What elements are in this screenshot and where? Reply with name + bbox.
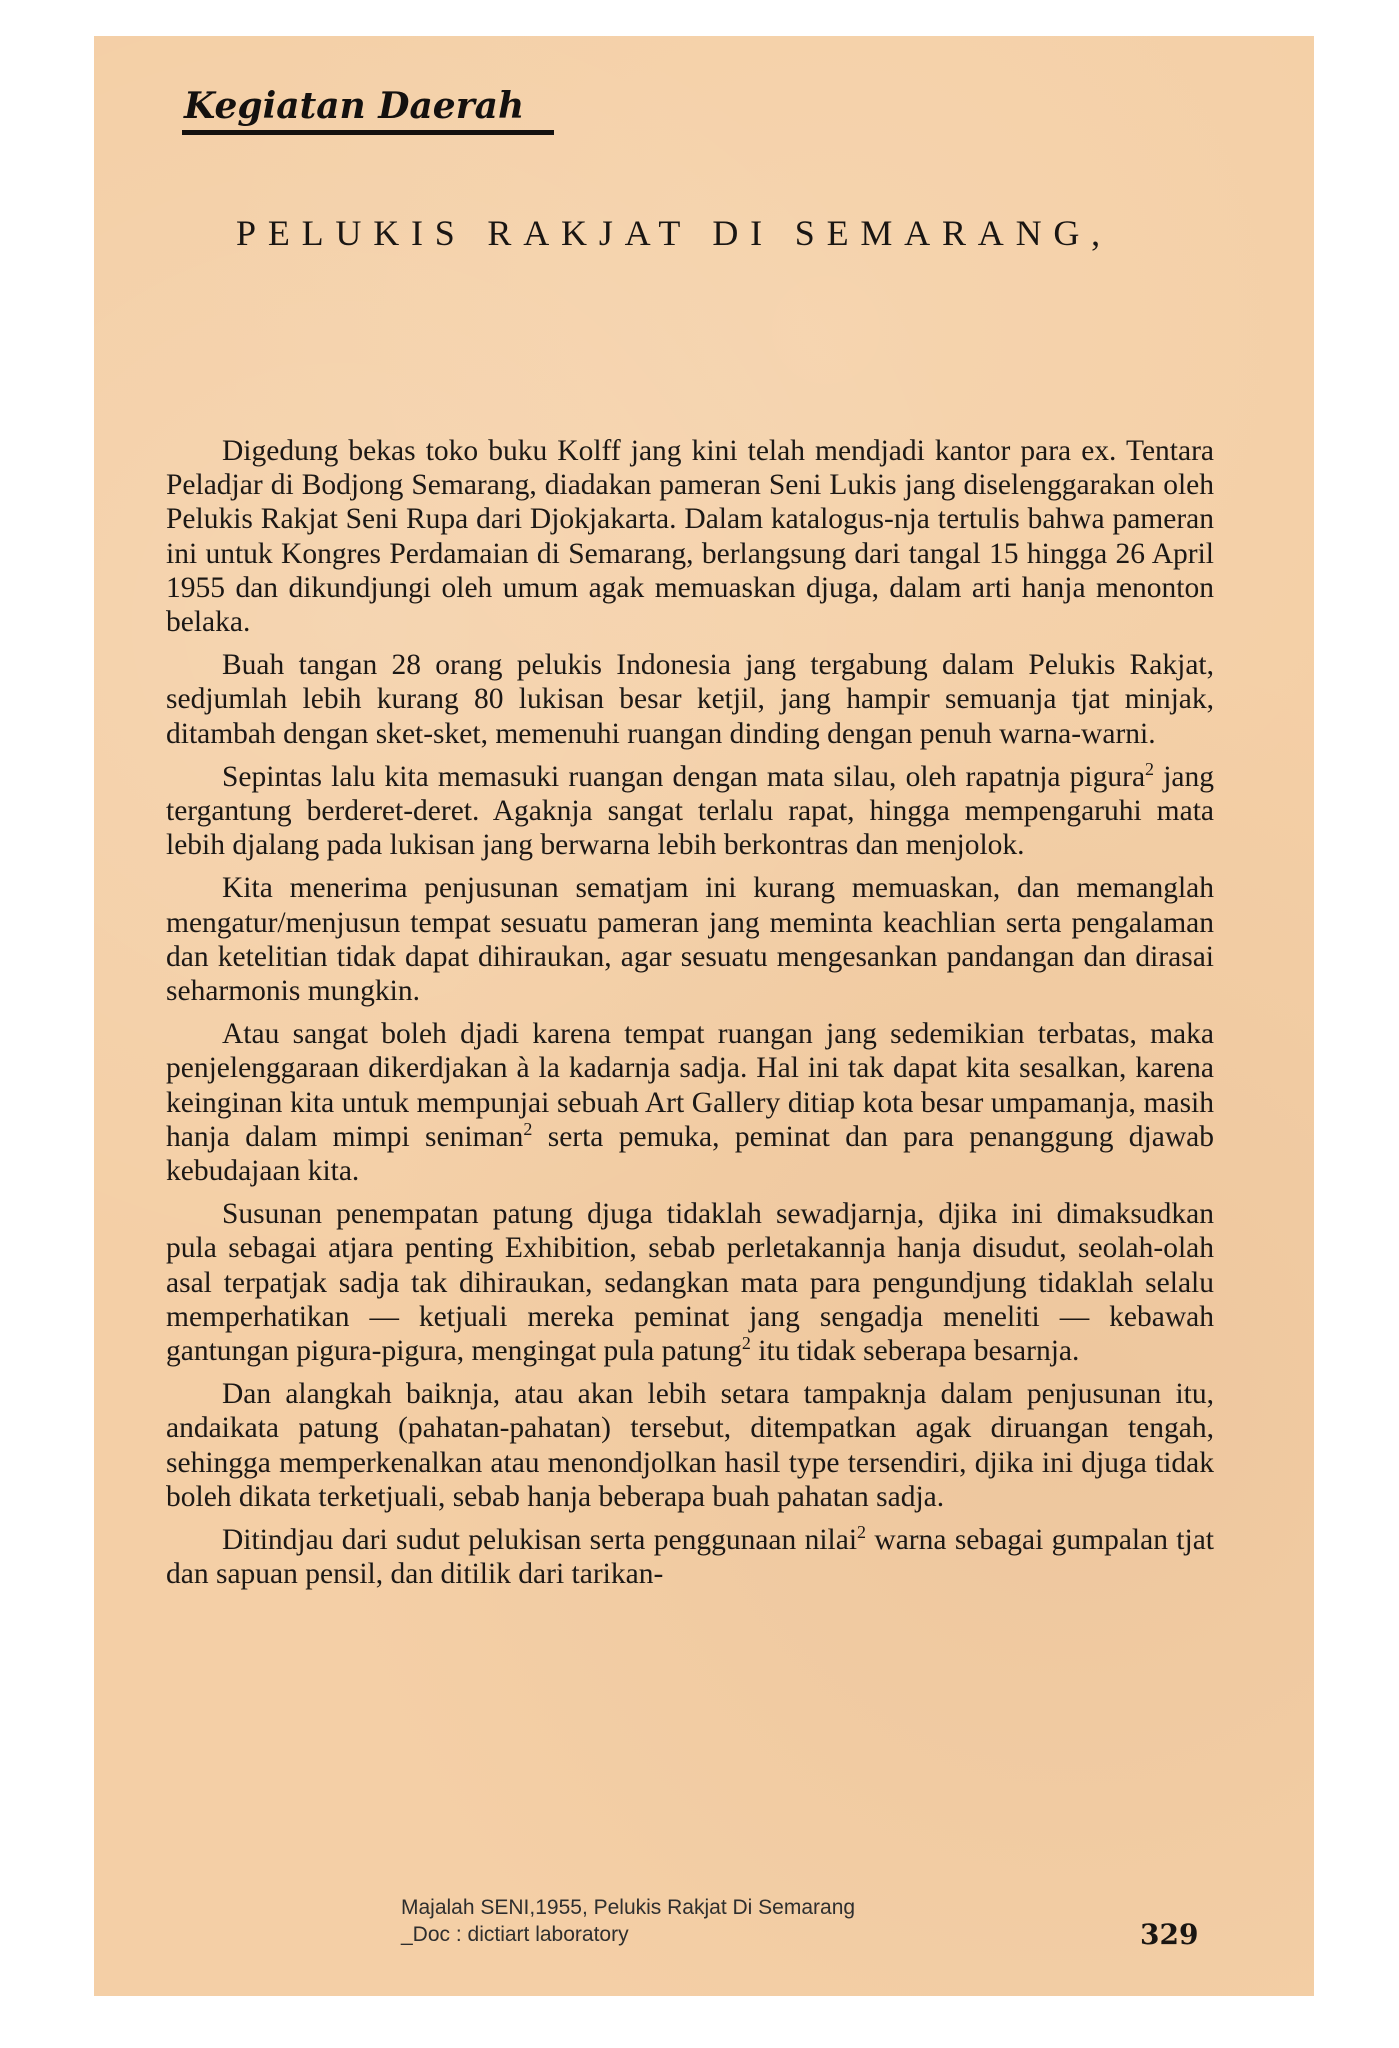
- paragraph-text: Atau sangat boleh djadi karena tempat ruangan jang sedemikian terbatas, maka penjelenggaraan dikerdjakan à la kadarnja sadja. Hal ini tak dapat kita sesalkan, karena keinginan kita untuk mempunjai sebuah Art Gallery ditiap kota besar umpamanja, masih hanja dalam mimpi seniman: [166, 1018, 1214, 1153]
- paragraph-3: [166, 760, 1214, 863]
- paragraph-2: Buah tangan 28 orang pelukis Indonesia jang tergabung dalam Pelukis Rakjat, sedjumlah lebih kurang 80 lukisan besar ketjil, jang hampir semuanja tjat minjak, ditambah dengan sket-sket, memenuhi ruangan dinding dengan penuh warna-warni.: [166, 649, 1214, 750]
- paragraph-text: Susunan penempatan patung djuga tidaklah sewadjarnja, djika ini dimaksudkan pula sebagai atjara penting Exhibition, sebab perletakannja hanja disudut, seolah-olah asal terpatjak sadja tak dihiraukan, sedangkan mata para pengundjung tidaklah selalu memperhatikan — ketjuali mereka peminat jang sengadja meneliti — kebawah gantungan pigura-pigura, mengingat pula patung: [166, 1198, 1214, 1368]
- paragraph-4: Kita menerima penjusunan sematjam ini kurang memuaskan, dan memanglah mengatur/menjusun tempat sesuatu pameran jang meminta keachlian serta pengalaman dan ketelitian tidak dapat dihiraukan, agar sesuatu mengesankan pandangan dan dirasai seharmonis mungkin.: [166, 872, 1214, 1008]
- superscript: 2: [857, 1522, 867, 1543]
- superscript: 2: [1145, 759, 1155, 779]
- magazine-page: [94, 36, 1314, 1996]
- paragraph-6: [166, 1197, 1214, 1368]
- caption-line-source: Majalah SENI,1955, Pelukis Rakjat Di Semarang: [401, 1896, 856, 1919]
- paragraph-5: [166, 1017, 1214, 1188]
- paragraph-text: Ditindjau dari sudut pelukisan serta penggunaan nilai: [222, 1524, 858, 1557]
- paragraph-8: [166, 1523, 1214, 1591]
- section-heading: Kegiatan Daerah: [184, 85, 525, 127]
- paragraph-text: warna sebagai gumpalan tjat dan sapuan pensil, dan ditilik dari tarikan-: [166, 1524, 1214, 1591]
- paragraph-text: Sepintas lalu kita memasuki ruangan dengan mata silau, oleh rapatnja pigura: [222, 760, 1146, 793]
- paragraph-text: itu tidak seberapa besarnja.: [750, 1335, 1080, 1368]
- paragraph-text: serta pemuka, peminat dan para penanggung djawab kebudajaan kita.: [166, 1120, 1214, 1188]
- article-title: PELUKIS RAKJAT DI SEMARANG,: [236, 213, 1112, 253]
- page-number: 329: [1140, 1918, 1199, 1951]
- section-heading-underline: [182, 130, 554, 135]
- paragraph-7: Dan alangkah baiknja, atau akan lebih setara tampaknja dalam penjusunan itu, andaikata patung (pahatan-pahatan) tersebut, ditempatkan agak diruangan tengah, sehingga memperkenalkan atau menondjolkan hasil type tersendiri, djika ini djuga tidak boleh dikata terketjuali, sebab hanja beberapa buah pahatan sadja.: [166, 1378, 1214, 1513]
- paragraph-1: Digedung bekas toko buku Kolff jang kini telah mendjadi kantor para ex. Tentara Peladjar di Bodjong Semarang, diadakan pameran Seni Lukis jang diselenggarakan oleh Pelukis Rakjat Seni Rupa dari Djokjakarta. Dalam katalogus-nja tertulis bahwa pameran ini untuk Kongres Perdamaian di Semarang, berlangsung dari tangal 15 hingga 26 April 1955 dan dikundjungi oleh umum agak memuaskan djuga, dalam arti hanja menonton belaka.: [166, 435, 1214, 639]
- paragraph-text: jang tergantung berderet-deret. Agaknja sangat terlalu rapat, hingga mempengaruhi mata lebih djalang pada lukisan jang berwarna lebih berkontras dan menjolok.: [166, 760, 1214, 862]
- superscript: 2: [741, 1333, 751, 1354]
- source-caption: [401, 1894, 855, 1948]
- superscript: 2: [523, 1119, 533, 1140]
- article-body: [166, 434, 1214, 1601]
- caption-line-doc: _Doc : dictiart laboratory: [401, 1923, 629, 1946]
